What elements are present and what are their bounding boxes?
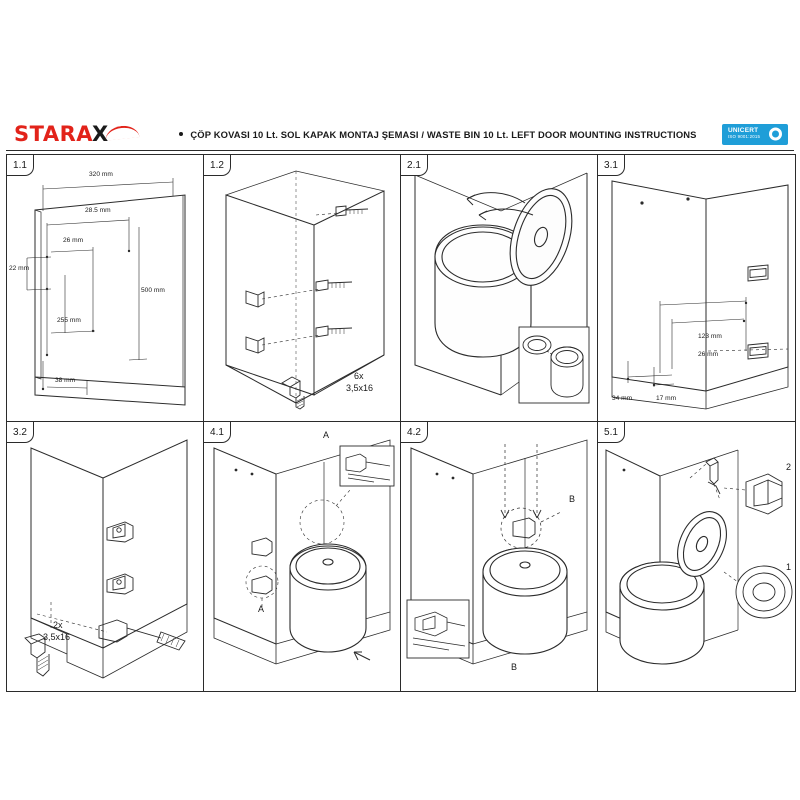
- certification-text: [722, 128, 760, 140]
- dimension-22mm: 22 mm: [9, 265, 30, 272]
- hardware-size-1-2: 3,5x16: [346, 383, 374, 393]
- marker-b-bottom: B: [511, 662, 518, 672]
- panel-grid: [6, 154, 794, 690]
- dimension-500mm: 500 mm: [141, 287, 165, 294]
- certification-seal-icon: [768, 127, 783, 142]
- panel-label-3-1: 3.1: [598, 155, 625, 176]
- panel-3-2-drawing: [7, 422, 203, 691]
- panel-3-1-drawing: [598, 155, 795, 421]
- panel-4-2-drawing: [401, 422, 597, 691]
- certification-standard: ISO 9001:2015: [728, 134, 761, 139]
- certification-badge: [722, 124, 788, 145]
- panel-label-5-1: 5.1: [598, 422, 625, 443]
- certification-name: UNICERT: [728, 127, 759, 134]
- panel-label-4-2: 4.2: [401, 422, 428, 443]
- dimension-38mm: 38 mm: [55, 377, 76, 384]
- marker-2: 2: [786, 462, 792, 472]
- bullet-icon: [179, 132, 183, 136]
- page-title: ÇÖP KOVASI 10 Lt. SOL KAPAK MONTAJ ŞEMASI / WASTE BIN 10 Lt. LEFT DOOR MOUNTING INSTRUCTIONS: [190, 128, 697, 140]
- panel-1-1-drawing: [7, 155, 203, 421]
- panel-5-1: [597, 421, 796, 692]
- panel-label-3-2: 3.2: [7, 422, 34, 443]
- hardware-count-3-2: 2x: [53, 620, 63, 630]
- sheet-header: [6, 118, 794, 151]
- panel-4-1-drawing: [204, 422, 400, 691]
- panel-label-4-1: 4.1: [204, 422, 231, 443]
- panel-1-2: [203, 154, 401, 422]
- brand-name: STARA: [14, 122, 93, 146]
- panel-label-2-1: 2.1: [401, 155, 428, 176]
- dimension-123mm: 123 mm: [698, 333, 722, 340]
- brand-logo: [6, 122, 154, 146]
- dimension-320mm: 320 mm: [89, 171, 113, 178]
- dimension-34mm: 34 mm: [612, 395, 633, 402]
- dimension-255mm: 255 mm: [57, 317, 81, 324]
- dimension-26mm-3-1: 26 mm: [698, 351, 719, 358]
- sheet-title-group: [154, 129, 722, 140]
- marker-a-top: A: [323, 430, 330, 440]
- hardware-count-1-2: 6x: [354, 371, 364, 381]
- panel-2-1-drawing: [401, 155, 597, 421]
- panel-1-2-drawing: [204, 155, 400, 421]
- panel-4-1: [203, 421, 401, 692]
- panel-4-2: [400, 421, 598, 692]
- marker-1: 1: [786, 562, 792, 572]
- dimension-26mm: 26 mm: [63, 237, 84, 244]
- brand-swoosh-icon: [104, 124, 139, 140]
- brand-accent-letter: X: [92, 122, 109, 146]
- panel-label-1-1: 1.1: [7, 155, 34, 176]
- marker-a-bottom: A: [258, 604, 265, 614]
- panel-3-1: [597, 154, 796, 422]
- panel-5-1-drawing: [598, 422, 795, 691]
- hardware-size-3-2: 3,5x16: [43, 632, 71, 642]
- marker-b-top: B: [569, 494, 576, 504]
- panel-1-1: [6, 154, 204, 422]
- dimension-17mm: 17 mm: [656, 395, 677, 402]
- panel-label-1-2: 1.2: [204, 155, 231, 176]
- panel-3-2: [6, 421, 204, 692]
- dimension-28-5mm: 28.5 mm: [85, 207, 111, 214]
- panel-2-1: [400, 154, 598, 422]
